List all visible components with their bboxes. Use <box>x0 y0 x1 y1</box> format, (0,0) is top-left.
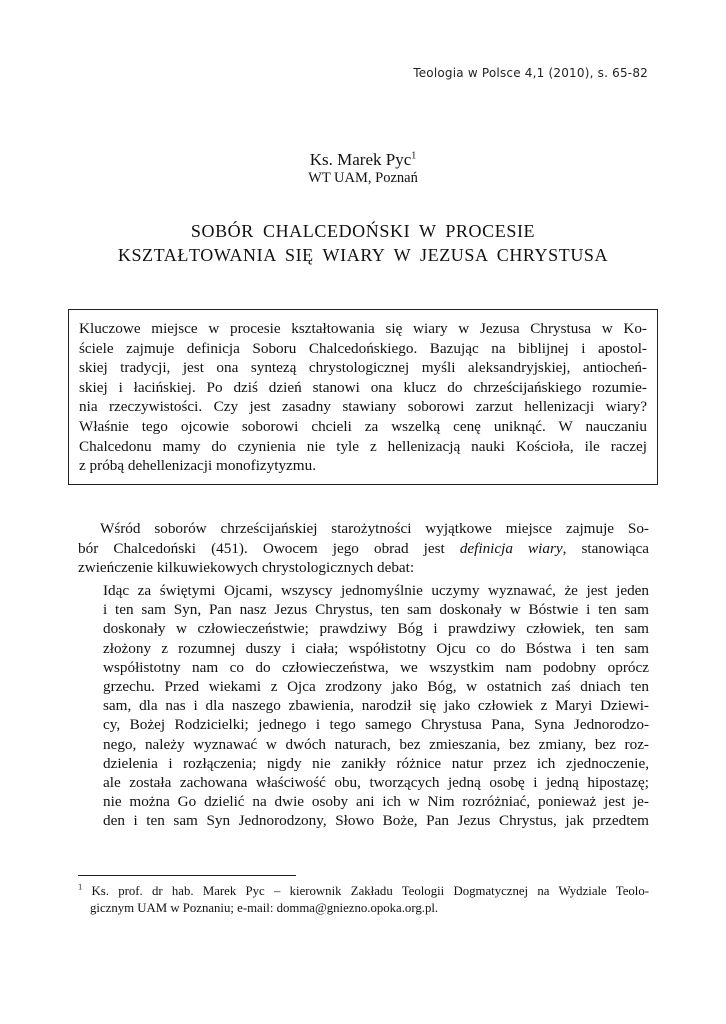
quote-line: Idąc za świętymi Ojcami, wszyscy jednomyślnie uczymy wyznawać, że jest jeden <box>103 582 649 599</box>
quote-line: ale została zachowana właściwość obu, tworzących jedną osobę i jedną hipostazę; <box>103 774 649 792</box>
footnote-mark: 1 <box>78 881 83 892</box>
quote-line: den i ten sam Syn Jednorodzony, Słowo Boże, Pan Jezus Chrystus, jak przedtem <box>103 812 649 830</box>
body-italic-term: definicja wiary <box>459 539 563 557</box>
journal-citation: Teologia w Polsce 4,1 (2010), s. 65-82 <box>413 66 648 80</box>
body-paragraph <box>78 519 649 578</box>
abstract-line: Kluczowe miejsce w procesie kształtowania się wiary w Jezusa Chrystusa w Ko- <box>79 320 647 337</box>
quote-line: nie można Go dzielić na dwie osoby ani ich w Nim rozróżniać, ponieważ jest je- <box>103 793 649 811</box>
quote-line: sam, dla nas i dla naszego zbawienia, narodził się jako człowiek z Maryi Dziewi- <box>103 697 649 715</box>
article-title <box>0 219 726 267</box>
author-footnote-mark[interactable]: 1 <box>411 150 417 162</box>
abstract-line: z próbą dehellenizacji monofizytyzmu. <box>79 457 317 475</box>
quote-line: nego, należy wyznawać w dwóch naturach, bez zmieszania, bez zmiany, bez roz- <box>103 735 649 753</box>
body-line-1: Wśród soborów chrześcijańskiej starożytności wyjątkowe miejsce zajmuje So- <box>100 520 649 537</box>
abstract-line: Właśnie tego ojcowie soborowi chcieli za wszelką cenę uniknąć. W nauczaniu <box>79 417 647 435</box>
body-line-2-post: , stanowiąca <box>562 539 649 557</box>
quote-line: dzielenia i rozłączenia; nigdy nie zanikły różnice natur przez ich zjednoczenie, <box>103 754 649 772</box>
abstract-line: Chalcedonu mamy do czynienia nie tyle z hellenizacją nauki Kościoła, ile raczej <box>79 437 647 455</box>
title-line-2: KSZTAŁTOWANIA SIĘ WIARY W JEZUSA CHRYSTUSA <box>117 245 609 265</box>
author-name-text: Ks. Marek Pyc <box>309 150 412 169</box>
quote-line: grzechu. Przed wiekami z Ojca zrodzony jako Bóg, w ostatnich zaś dniach ten <box>103 678 649 696</box>
abstract-box <box>68 309 658 485</box>
footnote-line-1-text: Ks. prof. dr hab. Marek Pyc – kierownik Zakładu Teologii Dogmatycznej na Wydziale Teolo- <box>91 884 649 898</box>
title-line-1: SOBÓR CHALCEDOŃSKI W PROCESIE <box>190 221 536 241</box>
author-affiliation: WT UAM, Poznań <box>308 170 418 186</box>
block-quote <box>103 581 649 831</box>
body-line-3: zwieńczenie kilkuwiekowych chrystologicznych debat: <box>78 559 415 577</box>
abstract-line: skiej i łacińskiej. Po dziś dzień stanowi ona klucz do chrześcijańskiego rozumie- <box>79 378 647 396</box>
quote-line: cy, Bożej Rodzicielki; jednego i tego samego Chrystusa Pana, Syna Jednorodzo- <box>103 716 649 734</box>
footnote-divider <box>78 875 296 876</box>
body-line-2-pre: bór Chalcedoński (451). Owocem jego obrad jest <box>78 539 460 557</box>
quote-line: współistotny nam co do człowieczeństwa, we wszystkim nam podobny oprócz <box>103 658 649 676</box>
quote-line: i ten sam Syn, Pan nasz Jezus Chrystus, ten sam doskonały w Bóstwie i ten sam <box>103 601 649 619</box>
abstract-line: nia rzeczywistości. Czy jest zasadny stawiany soborowi zarzut hellenizacji wiary? <box>79 398 647 416</box>
footnote-line-2: gicznym UAM w Poznaniu; e-mail: domma@gniezno.opoka.org.pl. <box>90 901 439 915</box>
quote-line: doskonały w człowieczeństwie; prawdziwy Bóg i prawdziwy człowiek, ten sam <box>103 620 649 638</box>
abstract-line: ściele zajmuje definicja Soboru Chalcedońskiego. Bazując na biblijnej i apostol- <box>79 339 647 357</box>
body-line-2 <box>78 539 649 559</box>
footnote-line-1 <box>78 883 649 900</box>
quote-line: złożony z rozumnej duszy i ciała; współistotny Ojcu co do Bóstwa i ten sam <box>103 639 649 657</box>
author-name <box>0 150 726 170</box>
footnote <box>78 883 649 917</box>
abstract-line: skiej tradycji, jest ona syntezą chrystologicznej myśli aleksandryjskiej, antiocheń- <box>79 359 647 377</box>
